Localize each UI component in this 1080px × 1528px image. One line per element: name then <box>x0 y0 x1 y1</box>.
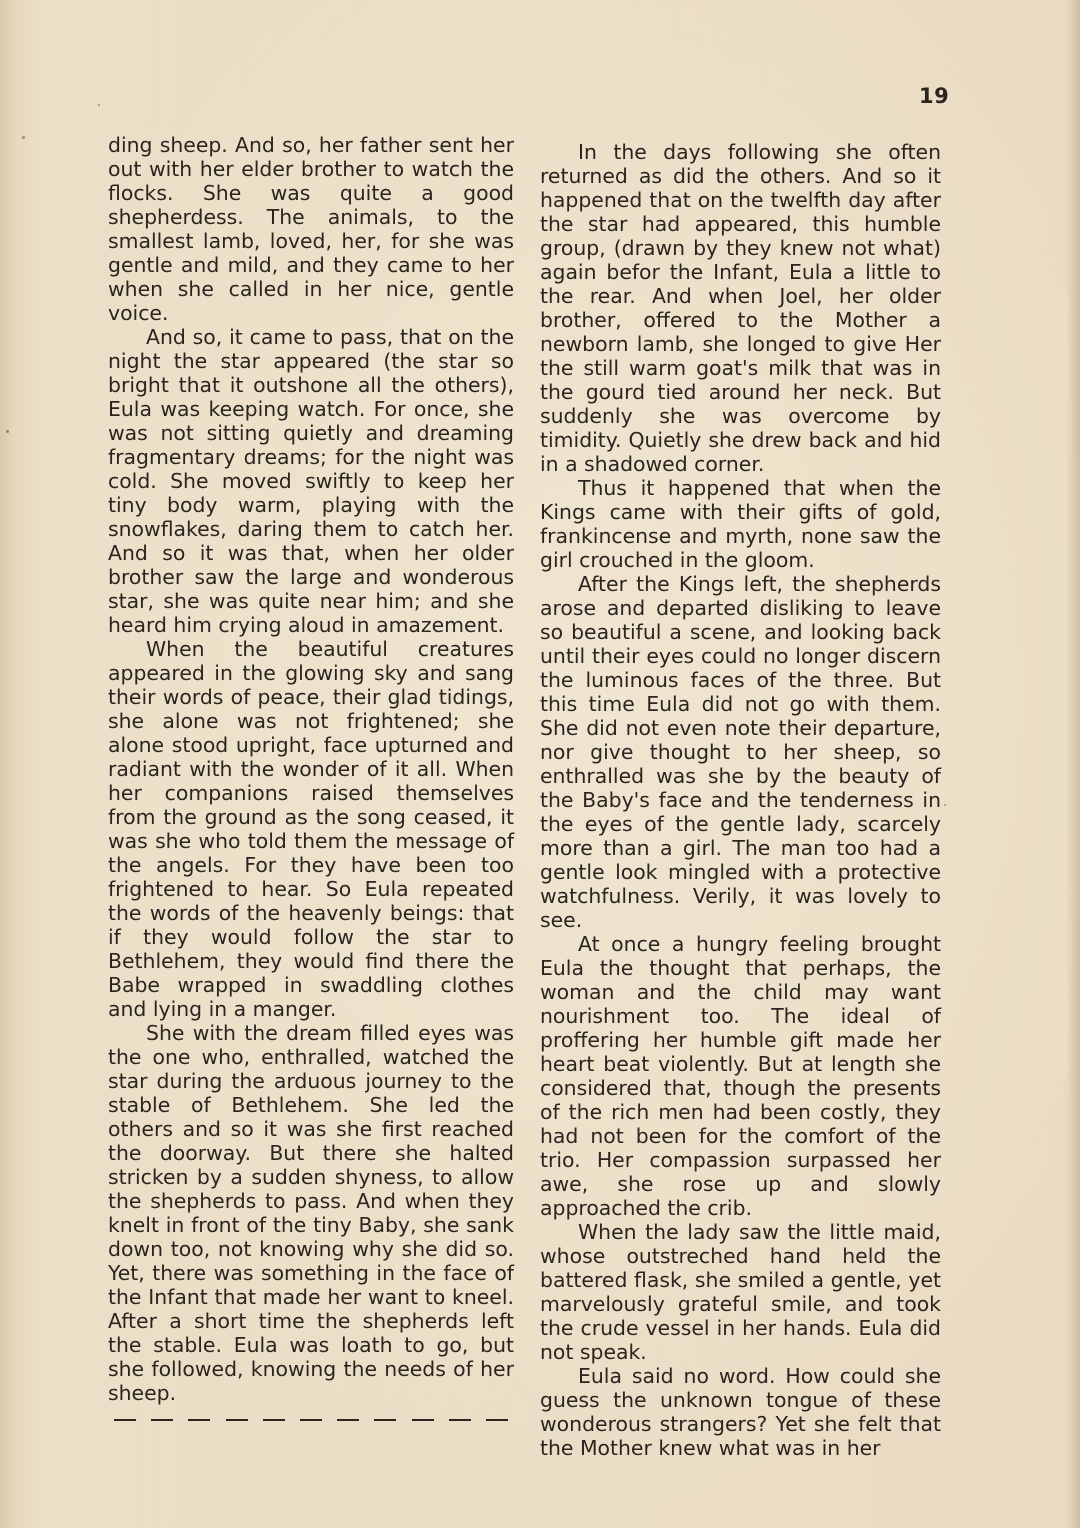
divider-dash <box>151 1419 173 1421</box>
paragraph: When the beautiful creatures appeared in the glowing sky and sang their words of peace, their glad tidings, she alone was not frightened; she alone stood upright, face upturned and radiant with the wonder of it all. When her companions raised themselves from the ground as the song ceased, it was she who told them the message of the angels. For they have been too frightened to hear. So Eula repeated the words of the heavenly beings: that if they would follow the star to Bethlehem, they would find there the Babe wrapped in swaddling clothes and lying in a manger. <box>108 637 514 1021</box>
paragraph: She with the dream filled eyes was the one who, enthralled, watched the star during the arduous journey to the stable of Bethlehem. She led the others and so it was she first reached the doorway. But there she halted stricken by a sudden shyness, to allow the shepherds to pass. And when they knelt in front of the tiny Baby, she sank down too, not knowing why she did so. Yet, there was something in the face of the Infant that made her want to kneel. After a short time the shepherds left the stable. Eula was loath to go, but she followed, knowing the needs of her sheep. <box>108 1021 514 1405</box>
divider-dash <box>486 1419 508 1421</box>
paper-speck <box>98 104 100 106</box>
paragraph: At once a hungry feeling brought Eula the thought that perhaps, the woman and the child may want nourishment too. The ideal of proffering her humble gift made her heart beat violently. But at length she considered that, though the presents of the rich men had been costly, they had not been for the comfort of the trio. Her compassion surpassed her awe, she rose up and slowly approached the crib. <box>540 932 941 1220</box>
divider-dash <box>114 1419 136 1421</box>
divider-dash <box>188 1419 210 1421</box>
paragraph: In the days following she often returned as did the others. And so it happened that on the twelfth day after the star had appeared, this humble group, (drawn by they knew not what) again befor the Infant, Eula a little to the rear. And when Joel, her older brother, offered to the Mother a newborn lamb, she longed to give Her the still warm goat's milk that was in the gourd tied around her neck. But suddenly she was overcome by timidity. Quietly she drew back and hid in a shadowed corner. <box>540 140 941 476</box>
paper-speck <box>22 136 25 139</box>
divider-dash <box>226 1419 248 1421</box>
divider-dash <box>412 1419 434 1421</box>
right-text-column <box>540 140 941 1460</box>
left-text-column <box>108 133 514 1421</box>
paper-speck <box>944 804 946 806</box>
paragraph: After the Kings left, the shepherds arose and departed disliking to leave so beautiful a scene, and looking back until their eyes could no longer discern the luminous faces of the three. But this time Eula did not go with them. She did not even note their departure, nor give thought to her sheep, so enthralled was she by the beauty of the Baby's face and the tenderness in the eyes of the gentle lady, scarcely more than a girl. The man too had a gentle look mingled with a protective watchfulness. Verily, it was lovely to see. <box>540 572 941 932</box>
divider-dash <box>337 1419 359 1421</box>
divider-dash <box>263 1419 285 1421</box>
paragraph: And so, it came to pass, that on the night the star appeared (the star so bright that it outshone all the others), Eula was keeping watch. For once, she was not sitting quietly and dreaming fragmentary dreams; for the night was cold. She moved swiftly to keep her tiny body warm, playing with the snowflakes, daring them to catch her. And so it was that, when her older brother saw the large and wonderous star, she was quite near him; and she heard him crying aloud in amazement. <box>108 325 514 637</box>
divider-dash <box>374 1419 396 1421</box>
section-divider <box>114 1409 508 1421</box>
divider-dash <box>300 1419 322 1421</box>
paragraph: ding sheep. And so, her father sent her out with her elder brother to watch the flocks. She was quite a good shepherdess. The animals, to the smallest lamb, loved, her, for she was gentle and mild, and they came to her when she called in her nice, gentle voice. <box>108 133 514 325</box>
paragraph: Thus it happened that when the Kings came with their gifts of gold, frankincense and myrth, none saw the girl crouched in the gloom. <box>540 476 941 572</box>
paper-speck <box>6 430 9 433</box>
page-number: 19 <box>919 84 950 108</box>
paragraph: When the lady saw the little maid, whose outstreched hand held the battered flask, she smiled a gentle, yet marvelously grateful smile, and took the crude vessel in her hands. Eula did not speak. <box>540 1220 941 1364</box>
page-edge-shadow <box>1066 0 1080 1528</box>
divider-dash <box>449 1419 471 1421</box>
paragraph: Eula said no word. How could she guess the unknown tongue of these wonderous strangers? Yet she felt that the Mother knew what was in her <box>540 1364 941 1460</box>
